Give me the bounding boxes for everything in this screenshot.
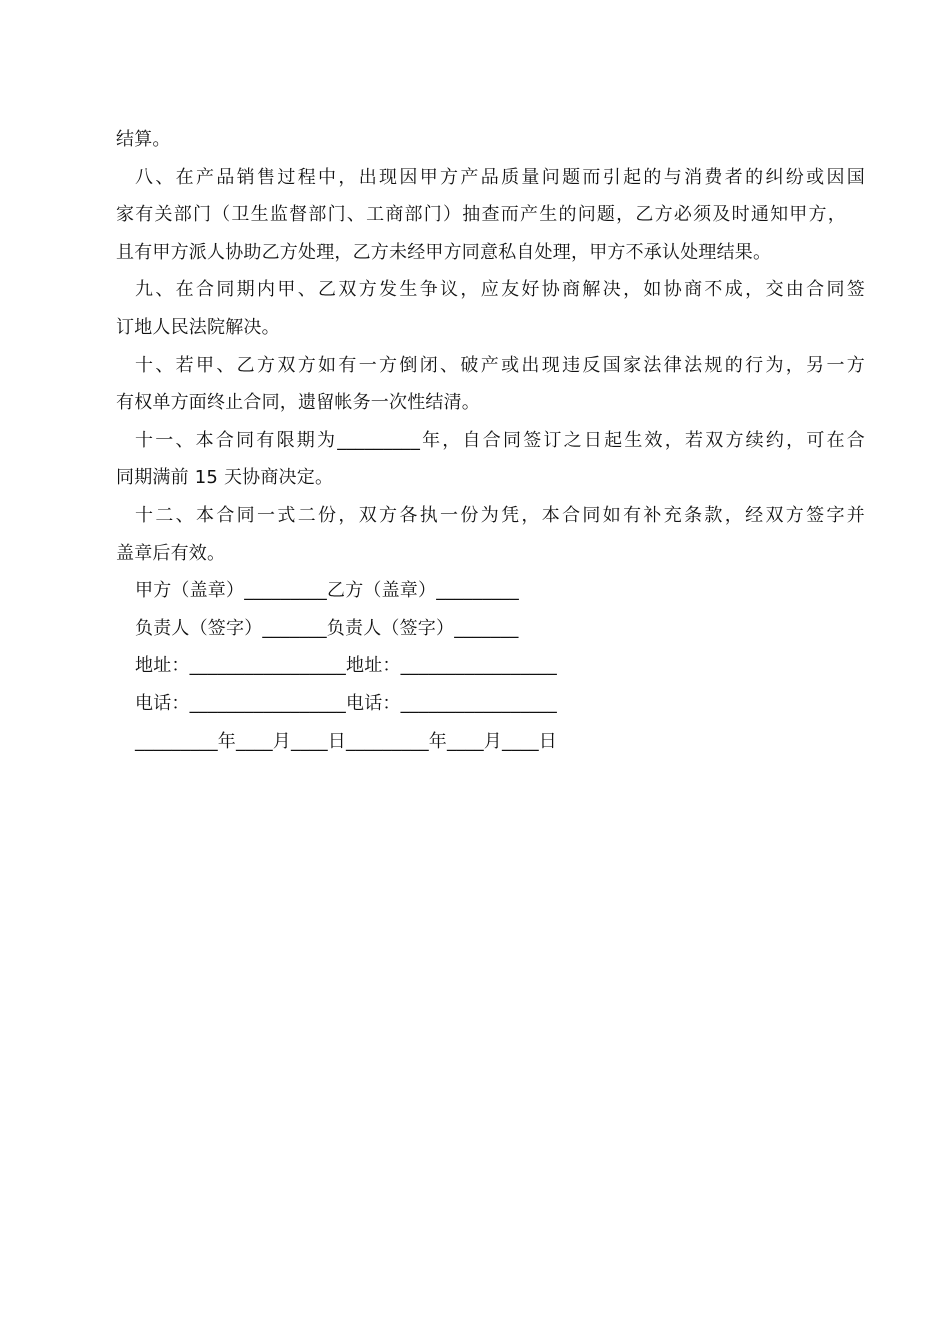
clause-10-line-1: 十、若甲、乙方双方如有一方倒闭、破产或出现违反国家法律法规的行为，另一方: [135, 354, 865, 376]
signature-address-line: 地址：_________________地址：_________________: [135, 655, 557, 677]
signature-phone-line: 电话：_________________电话：_________________: [135, 692, 557, 714]
clause-11-line-1: 十一、本合同有限期为_________年，自合同签订之日起生效，若双方续约，可在合: [135, 429, 865, 451]
clause-10-line-2: 有权单方面终止合同，遗留帐务一次性结清。: [116, 392, 480, 414]
clause-12-line-1: 十二、本合同一式二份，双方各执一份为凭，本合同如有补充条款，经双方签字并: [135, 504, 865, 526]
signature-seal-line: 甲方（盖章）_________乙方（盖章）_________: [135, 580, 519, 602]
clause-8-line-1: 八、在产品销售过程中，出现因甲方产品质量问题而引起的与消费者的纠纷或因国: [135, 166, 865, 188]
signature-date-line: _________年____月____日_________年____月____日: [135, 730, 557, 752]
clause-9-line-1: 九、在合同期内甲、乙双方发生争议，应友好协商解决，如协商不成，交由合同签: [135, 279, 865, 301]
clause-8-line-3: 且有甲方派人协助乙方处理，乙方未经甲方同意私自处理，甲方不承认处理结果。: [116, 241, 772, 263]
clause-11-line-2: 同期满前 15 天协商决定。: [116, 467, 334, 489]
clause-8-line-2: 家有关部门（卫生监督部门、工商部门）抽查而产生的问题，乙方必须及时通知甲方，: [116, 204, 846, 226]
clause-9-line-2: 订地人民法院解决。: [116, 316, 280, 338]
clause-12-line-2: 盖章后有效。: [116, 542, 226, 564]
text-line: 结算。: [116, 129, 171, 150]
contract-body: [116, 121, 865, 760]
signature-responsible-line: 负责人（签字）_______负责人（签字）_______: [135, 617, 519, 639]
